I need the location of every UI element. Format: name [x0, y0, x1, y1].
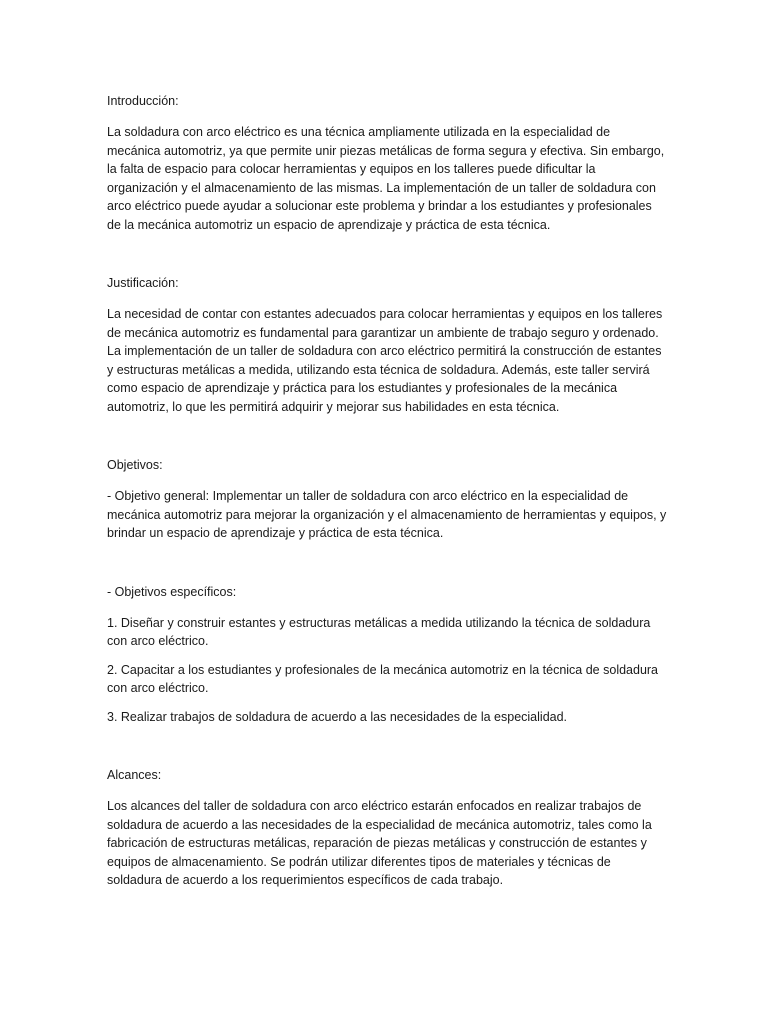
alcances-heading: Alcances: [107, 768, 162, 782]
justificacion-heading: Justificación: [107, 276, 179, 290]
objetivos-especificos-heading: - Objetivos específicos: [107, 584, 237, 599]
objetivo-especifico-1: 1. Diseñar y construir estantes y estructuras metálicas a medida utilizando la técnica de soldadura con arco eléctrico. [107, 615, 651, 648]
objetivo-general-paragraph: - Objetivo general: Implementar un taller de soldadura con arco eléctrico en la especialidad de mecánica automotriz para mejorar la organización y el almacenamiento de herramientas y equipos, y brindar un espacio de aprendizaje y práctica de esta técnica. [107, 489, 667, 540]
objetivo-especifico-2: 2. Capacitar a los estudiantes y profesionales de la mecánica automotriz en la técnica de soldadura con arco eléctrico. [107, 662, 659, 695]
objetivos-heading: Objetivos: [107, 458, 163, 472]
document-page [107, 92, 667, 890]
alcances-paragraph: Los alcances del taller de soldadura con arco eléctrico estarán enfocados en realizar trabajos de soldadura de acuerdo a las necesidades de la especialidad de mecánica automotriz, tales como la fabricación de estructuras metálicas, reparación de piezas metálicas y construcción de estantes y equipos de almacenamiento. Se podrán utilizar diferentes tipos de materiales y técnicas de soldadura de acuerdo a los requerimientos específicos de cada trabajo. [107, 799, 652, 887]
introduccion-paragraph: La soldadura con arco eléctrico es una técnica ampliamente utilizada en la especialidad de mecánica automotriz, ya que permite unir piezas metálicas de forma segura y efectiva. Sin embargo, la falta de espacio para colocar herramientas y equipos en los talleres puede dificultar la organización y el almacenamiento de las mismas. La implementación de un taller de soldadura con arco eléctrico puede ayudar a solucionar este problema y brindar a los estudiantes y profesionales de la mecánica automotriz un espacio de aprendizaje y práctica de esta técnica. [107, 125, 665, 232]
introduccion-heading: Introducción: [107, 94, 179, 108]
justificacion-paragraph: La necesidad de contar con estantes adecuados para colocar herramientas y equipos en los talleres de mecánica automotriz es fundamental para garantizar un ambiente de trabajo seguro y ordenado. La implementación de un taller de soldadura con arco eléctrico permitirá la construcción de estantes y estructuras metálicas a medida, utilizando esta técnica de soldadura. Además, este taller servirá como espacio de aprendizaje y práctica para los estudiantes y profesionales de la mecánica automotriz, lo que les permitirá adquirir y mejorar sus habilidades en esta técnica. [107, 307, 663, 414]
objetivo-especifico-3: 3. Realizar trabajos de soldadura de acuerdo a las necesidades de la especialidad. [107, 709, 568, 724]
